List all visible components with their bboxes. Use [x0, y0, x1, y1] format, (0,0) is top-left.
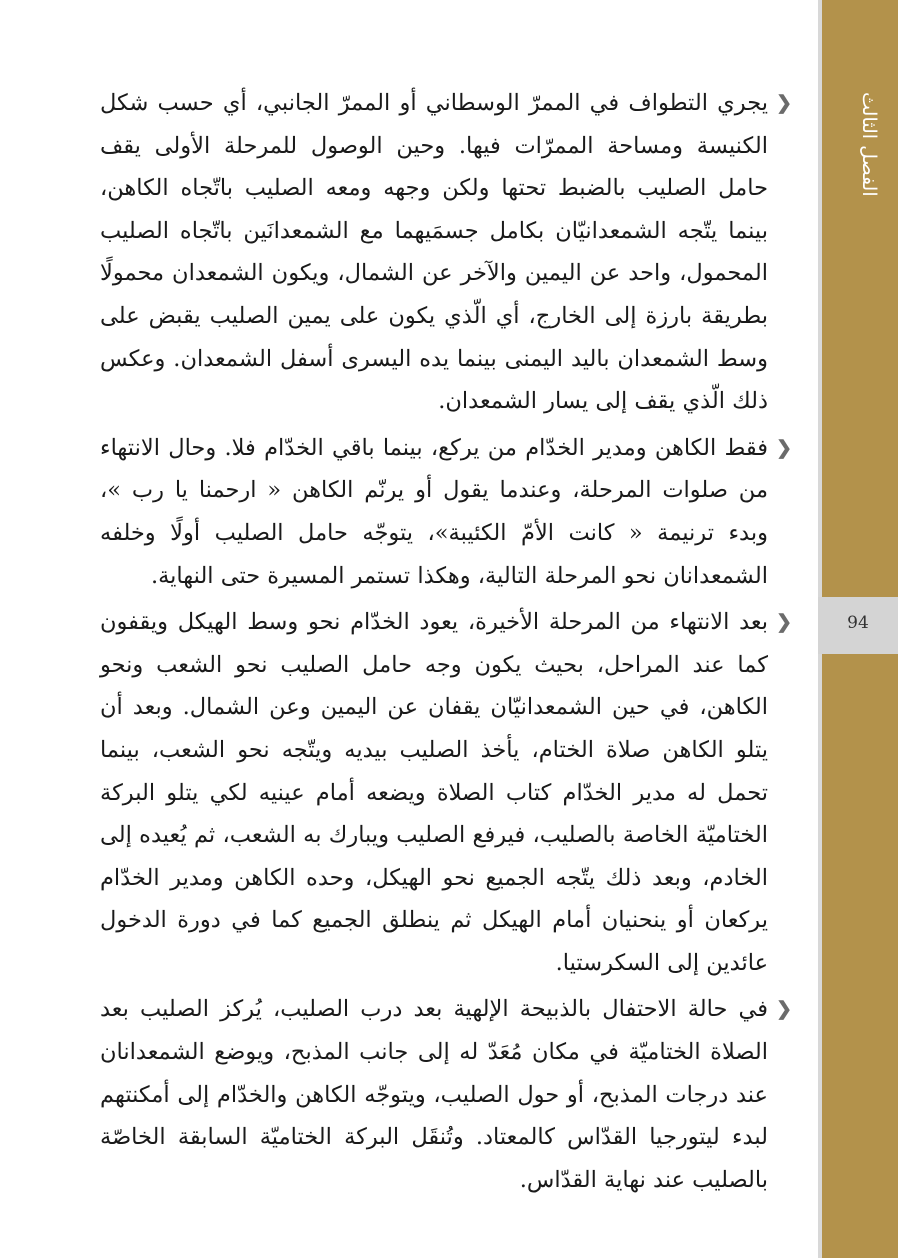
list-item	[100, 601, 792, 984]
chapter-title: الفصل الثالث	[858, 92, 880, 197]
page-number: 94	[847, 613, 869, 633]
paragraph-text: يجري التطواف في الممرّ الوسطاني أو الممرّ الجانبي، أي حسب شكل الكنيسة ومساحة الممرّات فيها. وحين الوصول للمرحلة الأولى يقف حامل الصليب بالضبط تحتها ولكن وجهه ومعه الصليب باتّجاه الكاهن، بينما يتّجه الشمعدانيّان بكامل جسمَيهما مع الشمعدانَين باتّجاه الصليب المحمول، واحد عن اليمين والآخر عن الشمال، ويكون الشمعدان محمولًا بطريقة بارزة إلى الخارج، أي الّذي يكون على يمين الصليب يقبض على وسط الشمعدان باليد اليمنى بينما يده اليسرى أسفل الشمعدان. وعكس ذلك الّذي يقف إلى يسار الشمعدان.	[100, 90, 768, 415]
chevron-bullet-icon: ❮	[776, 611, 792, 634]
list-item	[100, 988, 792, 1201]
paragraph-text: في حالة الاحتفال بالذبيحة الإلهية بعد درب الصليب، يُركز الصليب بعد الصلاة الختاميّة في مكان مُعَدّ له إلى جانب المذبح، ويوضع الشمعدانان عند درجات المذبح، أو حول الصليب، ويتوجّه الكاهن والخدّام إلى أمكنتهم لبدء ليتورجيا القدّاس كالمعتاد. وتُنقَل البركة الختاميّة السابقة الخاصّة بالصليب عند نهاية القدّاس.	[100, 996, 768, 1193]
list-item	[100, 82, 792, 423]
paragraph-text: فقط الكاهن ومدير الخدّام من يركع، بينما باقي الخدّام فلا. وحال الانتهاء من صلوات المرحلة، وعندما يقول أو يرنّم الكاهن « ارحمنا يا رب »، وبدء ترنيمة « كانت الأمّ الكئيبة»، يتوجّه حامل الصليب أولًا وخلفه الشمعدانان نحو المرحلة التالية، وهكذا تستمر المسيرة حتى النهاية.	[100, 434, 768, 589]
chevron-bullet-icon: ❮	[776, 998, 792, 1021]
list-item	[100, 427, 792, 597]
paragraph-text: بعد الانتهاء من المرحلة الأخيرة، يعود الخدّام نحو وسط الهيكل ويقفون كما عند المراحل، بحيث يكون وجه حامل الصليب نحو الشعب ونحو الكاهن، في حين الشمعدانيّان يقفان عن اليمين وعن الشمال. وبعد أن يتلو الكاهن صلاة الختام، يأخذ الصليب بيديه ويتّجه نحو الشعب، بينما تحمل له مدير الخدّام كتاب الصلاة ويضعه أمام عينيه لكي يتلو البركة الختاميّة الخاصة بالصليب، فيرفع الصليب ويبارك به الشعب، ثم يُعيده إلى الخادم، وبعد ذلك يتّجه الجميع نحو الهيكل، وحده الكاهن ومدير الخدّام يركعان أو ينحنيان أمام الهيكل ثم ينطلق الجميع كما في دورة الدخول عائدين إلى السكرستيا.	[100, 609, 768, 976]
chevron-bullet-icon: ❮	[776, 92, 792, 114]
page-body	[100, 82, 792, 1205]
chevron-bullet-icon: ❮	[776, 436, 792, 459]
